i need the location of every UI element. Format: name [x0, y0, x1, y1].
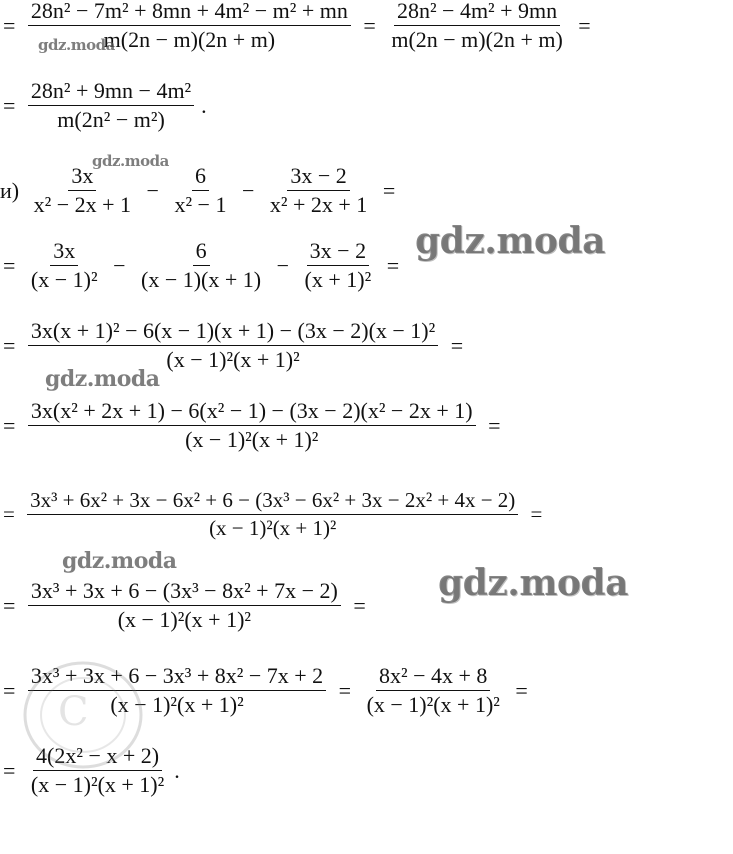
numerator: 3x − 2: [287, 165, 349, 191]
denominator: (x + 1)²: [304, 267, 372, 292]
watermark-text: gdz.moda: [438, 562, 628, 604]
denominator: m(2n − m)(2n + m): [103, 27, 276, 52]
fraction: [28, 400, 476, 451]
equation-line-2: [0, 80, 733, 140]
numerator: 6: [193, 240, 210, 266]
fraction: [28, 320, 438, 371]
equals-sign: =: [515, 677, 528, 703]
fraction: [31, 165, 134, 216]
denominator: (x − 1)²(x + 1)²: [117, 607, 252, 632]
numerator: 8x² − 4x + 8: [376, 665, 490, 691]
part-label: и): [0, 177, 20, 203]
fraction: [388, 0, 565, 51]
equals-sign: =: [578, 12, 591, 38]
equals-sign: =: [382, 177, 396, 203]
equals-sign: =: [3, 412, 16, 438]
equals-sign: =: [363, 12, 376, 38]
denominator: x² − 1: [174, 192, 227, 217]
minus-sign: −: [276, 252, 290, 278]
equals-sign: =: [3, 502, 15, 526]
numerator: 3x(x + 1)² − 6(x − 1)(x + 1) − (3x − 2)(x − 1)²: [28, 320, 438, 346]
numerator: 3x: [68, 165, 96, 191]
denominator: (x − 1)²(x + 1)²: [30, 772, 165, 797]
equals-sign: =: [3, 592, 16, 618]
denominator: (x − 1)²(x + 1)²: [166, 347, 300, 372]
fraction: [28, 240, 101, 291]
fraction: [27, 490, 518, 539]
equals-sign: =: [3, 12, 16, 38]
denominator: m(2n − m)(2n + m): [391, 27, 563, 52]
equation-line-3: [0, 165, 733, 225]
seal-watermark-icon: [18, 655, 148, 775]
fraction: [171, 165, 229, 216]
denominator: (x − 1)²(x + 1)²: [110, 692, 244, 717]
period: .: [174, 757, 180, 783]
equals-sign: =: [530, 502, 543, 526]
svg-text:C: C: [58, 689, 89, 735]
minus-sign: −: [146, 177, 159, 203]
equals-sign: =: [488, 412, 501, 438]
watermark-text: gdz.moda: [415, 220, 605, 262]
numerator: 28n² − 4m² + 9mn: [394, 0, 560, 26]
denominator: m(2n² − m²): [57, 107, 165, 132]
equals-sign: =: [3, 252, 16, 278]
numerator: 3x(x² + 2x + 1) − 6(x² − 1) − (3x − 2)(x² − 2x + 1): [28, 400, 476, 426]
fraction: [302, 240, 375, 291]
equation-line-7: [0, 490, 733, 550]
equation-line-4: [0, 240, 733, 300]
minus-sign: −: [113, 252, 126, 278]
equals-sign: =: [338, 677, 352, 703]
denominator: (x − 1)(x + 1): [141, 267, 262, 292]
equals-sign: =: [386, 252, 400, 278]
equals-sign: =: [3, 677, 16, 703]
denominator: (x − 1)²(x + 1)²: [366, 692, 500, 717]
minus-sign: −: [241, 177, 255, 203]
numerator: 3x³ + 6x² + 3x − 6x² + 6 − (3x³ − 6x² + 3x − 2x² + 4x − 2): [27, 490, 518, 515]
numerator: 6: [192, 165, 209, 191]
period: .: [201, 92, 207, 118]
numerator: 4(2x² − x + 2): [33, 745, 162, 771]
equals-sign: =: [3, 92, 16, 118]
equals-sign: =: [3, 757, 16, 783]
fraction: [138, 240, 264, 291]
equals-sign: =: [353, 592, 366, 618]
numerator: 28n² − 7m² + 8mn + 4m² − m² + mn: [28, 0, 351, 26]
denominator: (x − 1)²: [30, 267, 98, 292]
equation-line-6: [0, 400, 733, 460]
numerator: 3x: [50, 240, 78, 266]
numerator: 3x − 2: [307, 240, 369, 266]
fraction: [28, 80, 194, 131]
watermark-text: gdz.moda: [38, 36, 115, 54]
watermark-text: gdz.moda: [45, 366, 160, 392]
equals-sign: =: [450, 332, 464, 358]
numerator: 28n² + 9mn − 4m²: [28, 80, 194, 106]
fraction: [267, 165, 370, 216]
numerator: 3x³ + 3x + 6 − 3x³ + 8x² − 7x + 2: [28, 665, 326, 691]
numerator: 3x³ + 3x + 6 − (3x³ − 8x² + 7x − 2): [28, 580, 341, 606]
fraction: [364, 665, 503, 716]
denominator: (x − 1)²(x + 1)²: [185, 427, 319, 452]
equals-sign: =: [3, 332, 16, 358]
denominator: x² + 2x + 1: [269, 192, 368, 217]
denominator: (x − 1)²(x + 1)²: [209, 516, 337, 540]
watermark-text: gdz.moda: [92, 152, 169, 170]
watermark-text: gdz.moda: [62, 548, 177, 574]
denominator: x² − 2x + 1: [33, 192, 132, 217]
fraction: [28, 580, 341, 631]
